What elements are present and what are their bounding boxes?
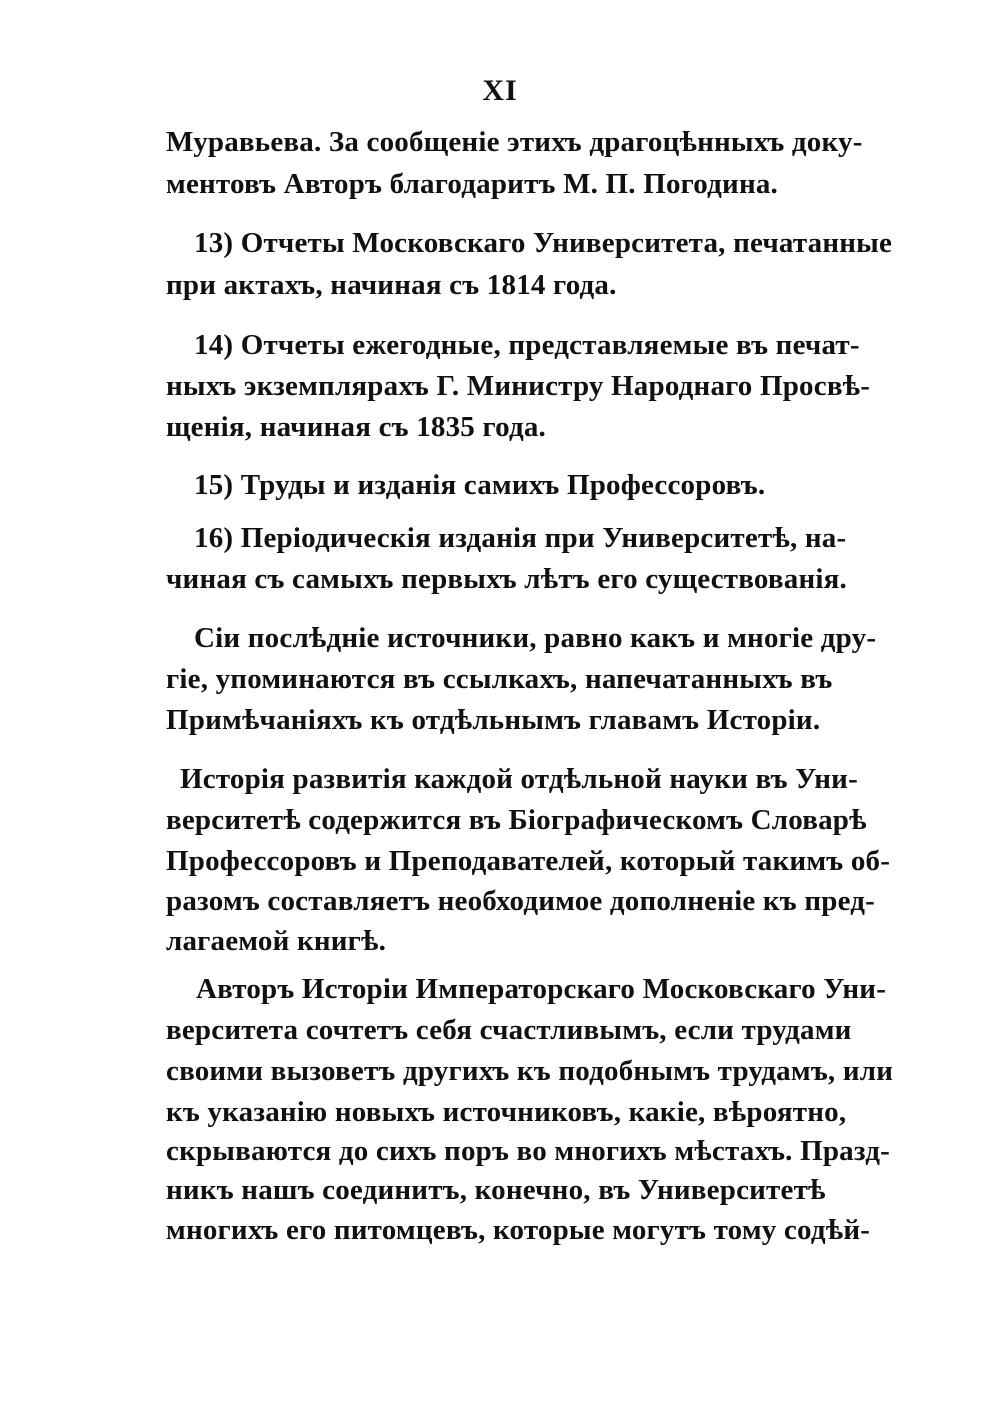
text-line: лагаемой книгѣ.	[166, 925, 387, 957]
text-line: Профессоровъ и Преподавателей, который такимъ об-	[166, 845, 891, 877]
text-line: верситетѣ содержится въ Біографическомъ Словарѣ	[166, 804, 867, 836]
text-line: разомъ составляетъ необходимое дополненіе къ пред-	[166, 885, 875, 917]
text-line: 16) Періодическія изданія при Университетѣ, на-	[194, 522, 847, 554]
text-line: верситета сочтетъ себя счастливымъ, если трудами	[166, 1014, 852, 1046]
text-line: щенія, начиная съ 1835 года.	[166, 411, 546, 443]
text-line: Авторъ Исторіи Императорскаго Московскаго Уни-	[196, 973, 887, 1005]
text-line: 15) Труды и изданія самихъ Профессоровъ.	[194, 469, 766, 501]
text-line: Примѣчаніяхъ къ отдѣльнымъ главамъ Исторіи.	[166, 704, 821, 736]
text-line: никъ нашъ соединитъ, конечно, въ Университетѣ	[166, 1174, 826, 1206]
text-line: 13) Отчеты Московскаго Университета, печатанные	[194, 227, 893, 259]
page-number: XI	[482, 74, 518, 107]
text-line: Сіи послѣдніе источники, равно какъ и многіе дру-	[194, 622, 877, 654]
text-line: Исторія развитія каждой отдѣльной науки въ Уни-	[180, 763, 858, 795]
text-line: къ указанію новыхъ источниковъ, какіе, вѣроятно,	[166, 1096, 847, 1128]
text-line: при актахъ, начиная съ 1814 года.	[166, 269, 617, 301]
text-line: ныхъ экземплярахъ Г. Министру Народнаго Просвѣ-	[166, 370, 871, 402]
text-line: гіе, упоминаются въ ссылкахъ, напечатанныхъ въ	[166, 663, 833, 695]
text-line: Муравьева. За сообщеніе этихъ драгоцѣнныхъ доку-	[166, 126, 863, 158]
text-line: 14) Отчеты ежегодные, представляемые въ печат-	[194, 329, 860, 361]
text-line: многихъ его питомцевъ, которые могутъ тому содѣй-	[166, 1214, 871, 1246]
text-line: своими вызоветъ другихъ къ подобнымъ трудамъ, или	[166, 1055, 894, 1087]
text-line: скрываются до сихъ поръ во многихъ мѣстахъ. Празд-	[166, 1135, 890, 1167]
text-line: ментовъ Авторъ благодаритъ М. П. Погодина.	[166, 168, 779, 200]
text-line: чиная съ самыхъ первыхъ лѣтъ его существованія.	[166, 563, 847, 595]
